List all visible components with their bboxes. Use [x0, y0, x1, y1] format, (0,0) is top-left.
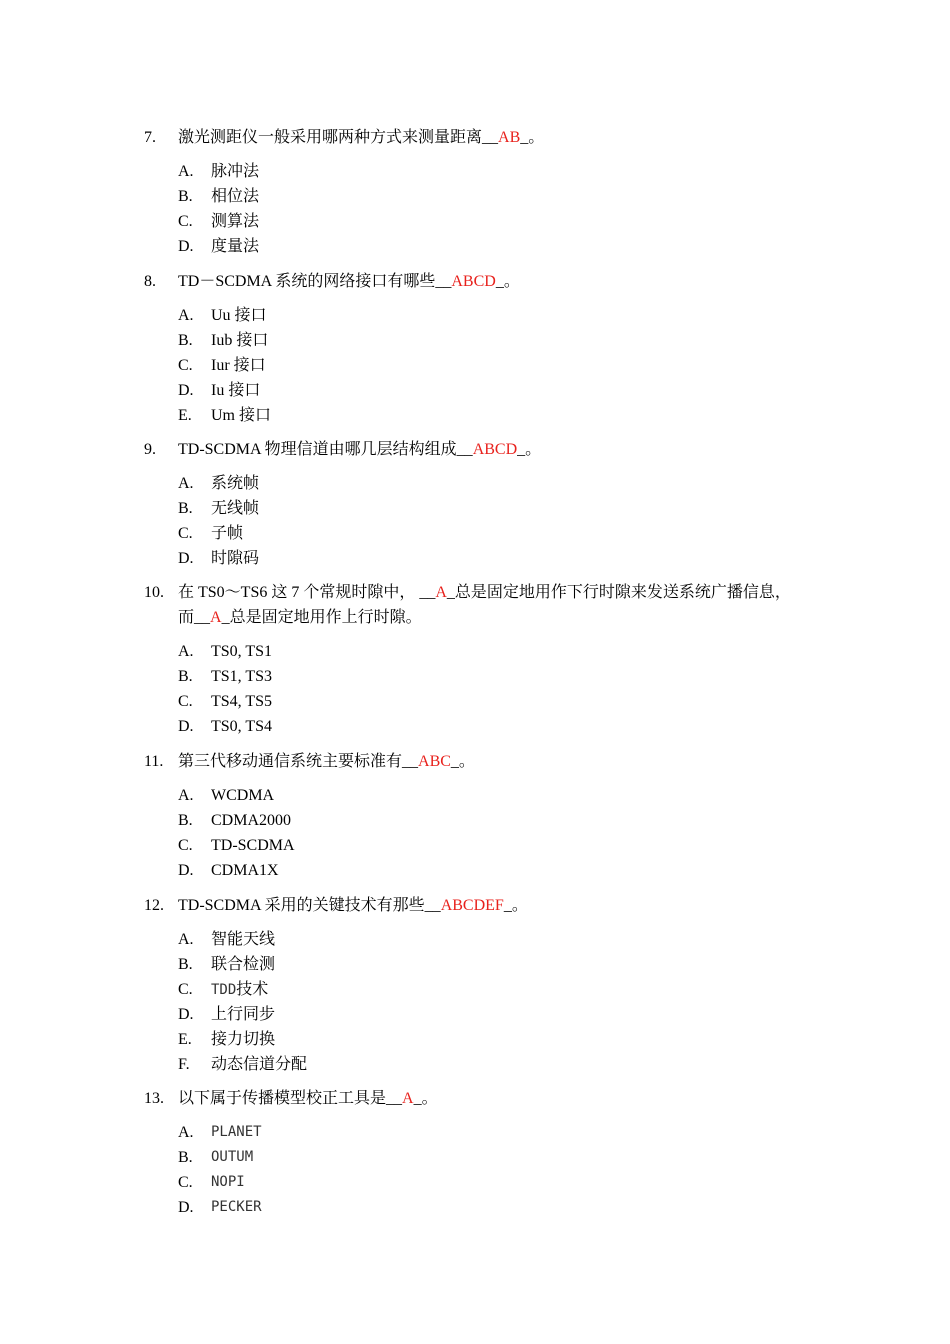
option-item: A. 脉冲法 — [178, 163, 260, 180]
question-stem — [144, 437, 834, 462]
question-number: 11. — [144, 753, 164, 770]
option-item: D. Iu 接口 — [178, 382, 261, 399]
option-item: D. 度量法 — [178, 238, 260, 255]
option-list — [178, 927, 834, 1077]
option-item: C. TS4, TS5 — [178, 693, 273, 710]
option-list — [178, 303, 834, 428]
question-text: TD-SCDMA 物理信道由哪几层结构组成__ABCD_。 — [178, 441, 542, 458]
answer-text: AB — [498, 129, 521, 146]
question-stem — [144, 893, 834, 918]
option-item: D. 时隙码 — [178, 550, 260, 567]
option-list — [178, 639, 834, 739]
option-item: B. OUTUM — [178, 1149, 254, 1166]
question-stem — [144, 580, 834, 605]
question-text: 以下属于传播模型校正工具是__A_。 — [178, 1090, 438, 1107]
question-number: 13. — [144, 1090, 164, 1107]
answer-text: ABCD — [451, 273, 496, 290]
option-item: F. 动态信道分配 — [178, 1056, 308, 1073]
option-item: A. Uu 接口 — [178, 307, 267, 324]
option-item: C. TD-SCDMA — [178, 837, 295, 854]
option-item: E. Um 接口 — [178, 407, 272, 424]
answer-text: A — [210, 609, 222, 626]
option-list — [178, 783, 834, 883]
answer-text: ABC — [418, 753, 451, 770]
option-item: C. NOPI — [178, 1174, 245, 1191]
question-number: 10. — [144, 584, 164, 601]
answer-text: A — [435, 584, 447, 601]
option-item: A. TS0, TS1 — [178, 643, 273, 660]
option-item: E. 接力切换 — [178, 1031, 276, 1048]
question-stem — [144, 269, 834, 294]
option-item: C. Iur 接口 — [178, 357, 266, 374]
option-item: D. CDMA1X — [178, 862, 279, 879]
question-11 — [144, 749, 834, 883]
option-item: C. TDD技术 — [178, 981, 269, 998]
option-list — [178, 159, 834, 259]
option-item: B. 联合检测 — [178, 956, 276, 973]
question-8 — [144, 269, 834, 428]
option-item: B. CDMA2000 — [178, 812, 292, 829]
question-number: 9. — [144, 441, 156, 458]
option-item: B. 无线帧 — [178, 500, 260, 517]
answer-text: ABCDEF — [440, 897, 504, 914]
question-9 — [144, 437, 834, 571]
option-item: A. 智能天线 — [178, 931, 276, 948]
option-list — [178, 471, 834, 571]
question-text: 而__A_总是固定地用作上行时隙。 — [178, 609, 422, 626]
question-stem — [144, 749, 834, 774]
option-list — [178, 1120, 834, 1220]
option-item: C. 测算法 — [178, 213, 260, 230]
option-item: D. PECKER — [178, 1199, 262, 1216]
question-10 — [144, 580, 834, 739]
question-text: TD－SCDMA 系统的网络接口有哪些__ABCD_。 — [178, 273, 520, 290]
option-item: A. WCDMA — [178, 787, 275, 804]
option-item: A. PLANET — [178, 1124, 262, 1141]
question-number: 8. — [144, 273, 156, 290]
question-7 — [144, 125, 834, 259]
question-text: 激光测距仪一般采用哪两种方式来测量距离__AB_。 — [178, 129, 545, 146]
option-item: A. 系统帧 — [178, 475, 260, 492]
question-stem — [144, 125, 834, 150]
question-stem — [144, 1086, 834, 1111]
question-text: 在 TS0～TS6 这 7 个常规时隙中， __A_总是固定地用作下行时隙来发送系统广播信息， — [178, 584, 791, 601]
question-number: 7. — [144, 129, 156, 146]
option-item: D. TS0, TS4 — [178, 718, 273, 735]
question-text: 第三代移动通信系统主要标准有__ABC_。 — [178, 753, 475, 770]
option-item: C. 子帧 — [178, 525, 244, 542]
option-item: B. TS1, TS3 — [178, 668, 273, 685]
option-item: B. Iub 接口 — [178, 332, 269, 349]
option-item: D. 上行同步 — [178, 1006, 276, 1023]
question-12 — [144, 893, 834, 1077]
answer-text: ABCD — [472, 441, 518, 458]
question-number: 12. — [144, 897, 164, 914]
question-13 — [144, 1086, 834, 1220]
question-stem-continued — [144, 605, 834, 630]
option-item: B. 相位法 — [178, 188, 260, 205]
question-text: TD-SCDMA 采用的关键技术有那些__ABCDEF_。 — [178, 897, 528, 914]
answer-text: A — [402, 1090, 414, 1107]
